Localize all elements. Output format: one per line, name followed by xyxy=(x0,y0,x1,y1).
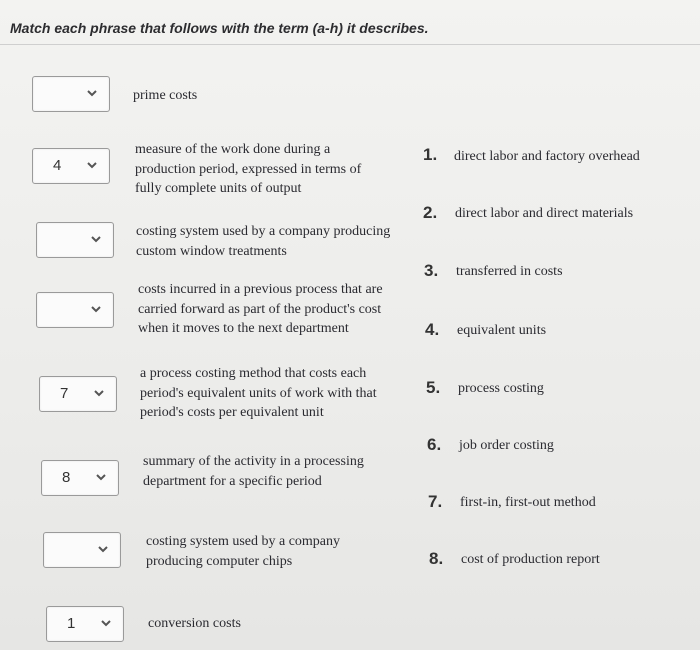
phrase-4: costs incurred in a previous process that are carried forward as part of the product's cost when it moves to the next department xyxy=(138,282,383,336)
term-label: job order costing xyxy=(459,438,554,453)
term-number: 2. xyxy=(423,203,438,222)
term-number: 1. xyxy=(423,145,438,164)
term-number: 6. xyxy=(427,435,442,454)
match-select-7[interactable] xyxy=(43,532,121,568)
instructions: Match each phrase that follows with the term (a-h) it describes. xyxy=(10,20,429,36)
selected-value: 4 xyxy=(53,157,62,174)
term-label: transferred in costs xyxy=(456,264,563,279)
term-number: 5. xyxy=(426,378,441,397)
term-label: direct labor and factory overhead xyxy=(454,149,640,164)
phrase-6: summary of the activity in a processing department for a specific period xyxy=(143,454,364,489)
term-number: 4. xyxy=(425,320,440,339)
term-label: equivalent units xyxy=(457,323,547,338)
chevron-down-icon xyxy=(92,386,106,400)
match-select-8[interactable] xyxy=(46,606,124,642)
match-select-3[interactable] xyxy=(36,222,114,258)
chevron-down-icon xyxy=(89,302,103,316)
phrase-5: a process costing method that costs each period's equivalent units of work with that period's costs per equivalent unit xyxy=(140,366,377,420)
phrase-3: costing system used by a company producing custom window treatments xyxy=(136,224,391,259)
match-select-5[interactable] xyxy=(39,376,117,412)
selected-value: 1 xyxy=(67,615,76,632)
phrase-1: prime costs xyxy=(133,88,198,103)
selected-value: 8 xyxy=(62,469,71,486)
chevron-down-icon xyxy=(85,86,99,100)
match-select-6[interactable] xyxy=(41,460,119,496)
phrase-7: costing system used by a company producing computer chips xyxy=(146,534,341,569)
chevron-down-icon xyxy=(94,470,108,484)
term-label: cost of production report xyxy=(461,552,600,567)
chevron-down-icon xyxy=(89,232,103,246)
chevron-down-icon xyxy=(96,542,110,556)
match-select-4[interactable] xyxy=(36,292,114,328)
term-label: process costing xyxy=(458,381,544,396)
term-number: 8. xyxy=(429,549,444,568)
match-select-2[interactable] xyxy=(32,148,110,184)
term-label: first-in, first-out method xyxy=(460,495,596,510)
term-label: direct labor and direct materials xyxy=(455,206,634,221)
phrase-2: measure of the work done during a production period, expressed in terms of fully complete units of output xyxy=(135,142,362,196)
chevron-down-icon xyxy=(99,616,113,630)
chevron-down-icon xyxy=(85,158,99,172)
selected-value: 7 xyxy=(60,385,69,402)
term-number: 3. xyxy=(424,261,439,280)
divider xyxy=(0,44,700,45)
match-select-1[interactable] xyxy=(32,76,110,112)
term-number: 7. xyxy=(428,492,443,511)
phrase-8: conversion costs xyxy=(148,616,241,631)
